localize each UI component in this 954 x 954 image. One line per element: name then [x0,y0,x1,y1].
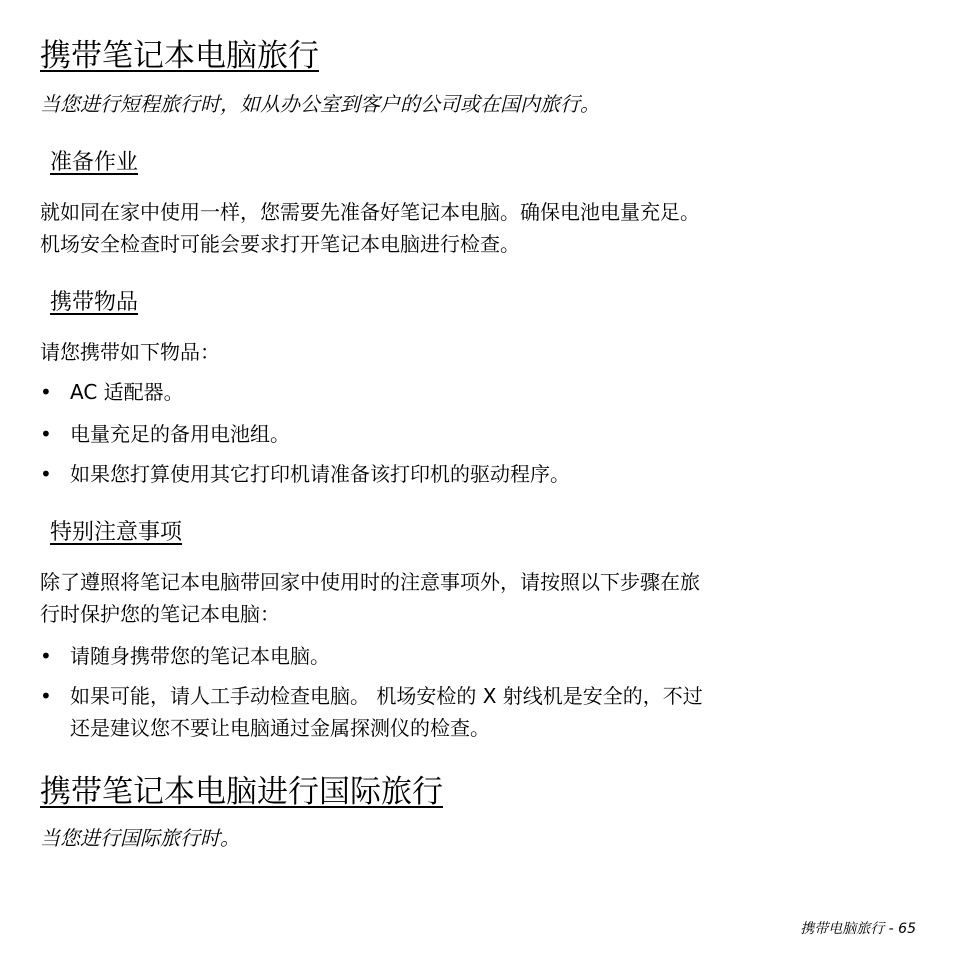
list-item [0,640,954,672]
paragraph-notes-line-1: 除了遵照将笔记本电脑带回家中使用时的注意事项外，请按照以下步骤在旅 [40,570,700,594]
list-item [0,418,954,450]
bullet-icon: • [40,684,52,708]
heading-items: 携带物品 [50,290,139,315]
list-item-text: 如果可能，请人工手动检查电脑。 机场安检的 X 射线机是安全的，不过 [70,684,703,708]
page-footer: 携带电脑旅行 - 65 [800,921,916,937]
paragraph-preparation-line-2: 机场安全检查时可能会要求打开笔记本电脑进行检查。 [40,232,520,256]
items-intro: 请您携带如下物品： [40,340,220,364]
bullet-icon: • [40,380,52,404]
bullet-icon: • [40,422,52,446]
paragraph-notes-line-2: 行时保护您的笔记本电脑： [40,602,280,626]
list-item-text: AC 适配器。 [70,380,184,404]
section-title-international: 携带笔记本电脑进行国际旅行 [40,774,443,810]
bullet-icon: • [40,462,52,486]
bullet-icon: • [40,644,52,668]
paragraph-preparation-line-1: 就如同在家中使用一样，您需要先准备好笔记本电脑。确保电池电量充足。 [40,200,700,224]
section-subtitle-travel: 当您进行短程旅行时，如从办公室到客户的公司或在国内旅行。 [40,92,600,116]
list-item-text: 电量充足的备用电池组。 [70,422,290,446]
list-item [0,376,954,408]
section-subtitle-international: 当您进行国际旅行时。 [40,826,240,850]
section-title-travel: 携带笔记本电脑旅行 [40,38,319,74]
heading-preparation: 准备作业 [50,150,139,175]
list-item-text: 请随身携带您的笔记本电脑。 [70,644,330,668]
list-item [0,680,954,744]
list-item-text: 如果您打算使用其它打印机请准备该打印机的驱动程序。 [70,462,570,486]
list-item-text-continued: 还是建议您不要让电脑通过金属探测仪的检查。 [70,716,490,740]
list-item [0,458,954,490]
heading-special-notes: 特别注意事项 [50,520,183,545]
